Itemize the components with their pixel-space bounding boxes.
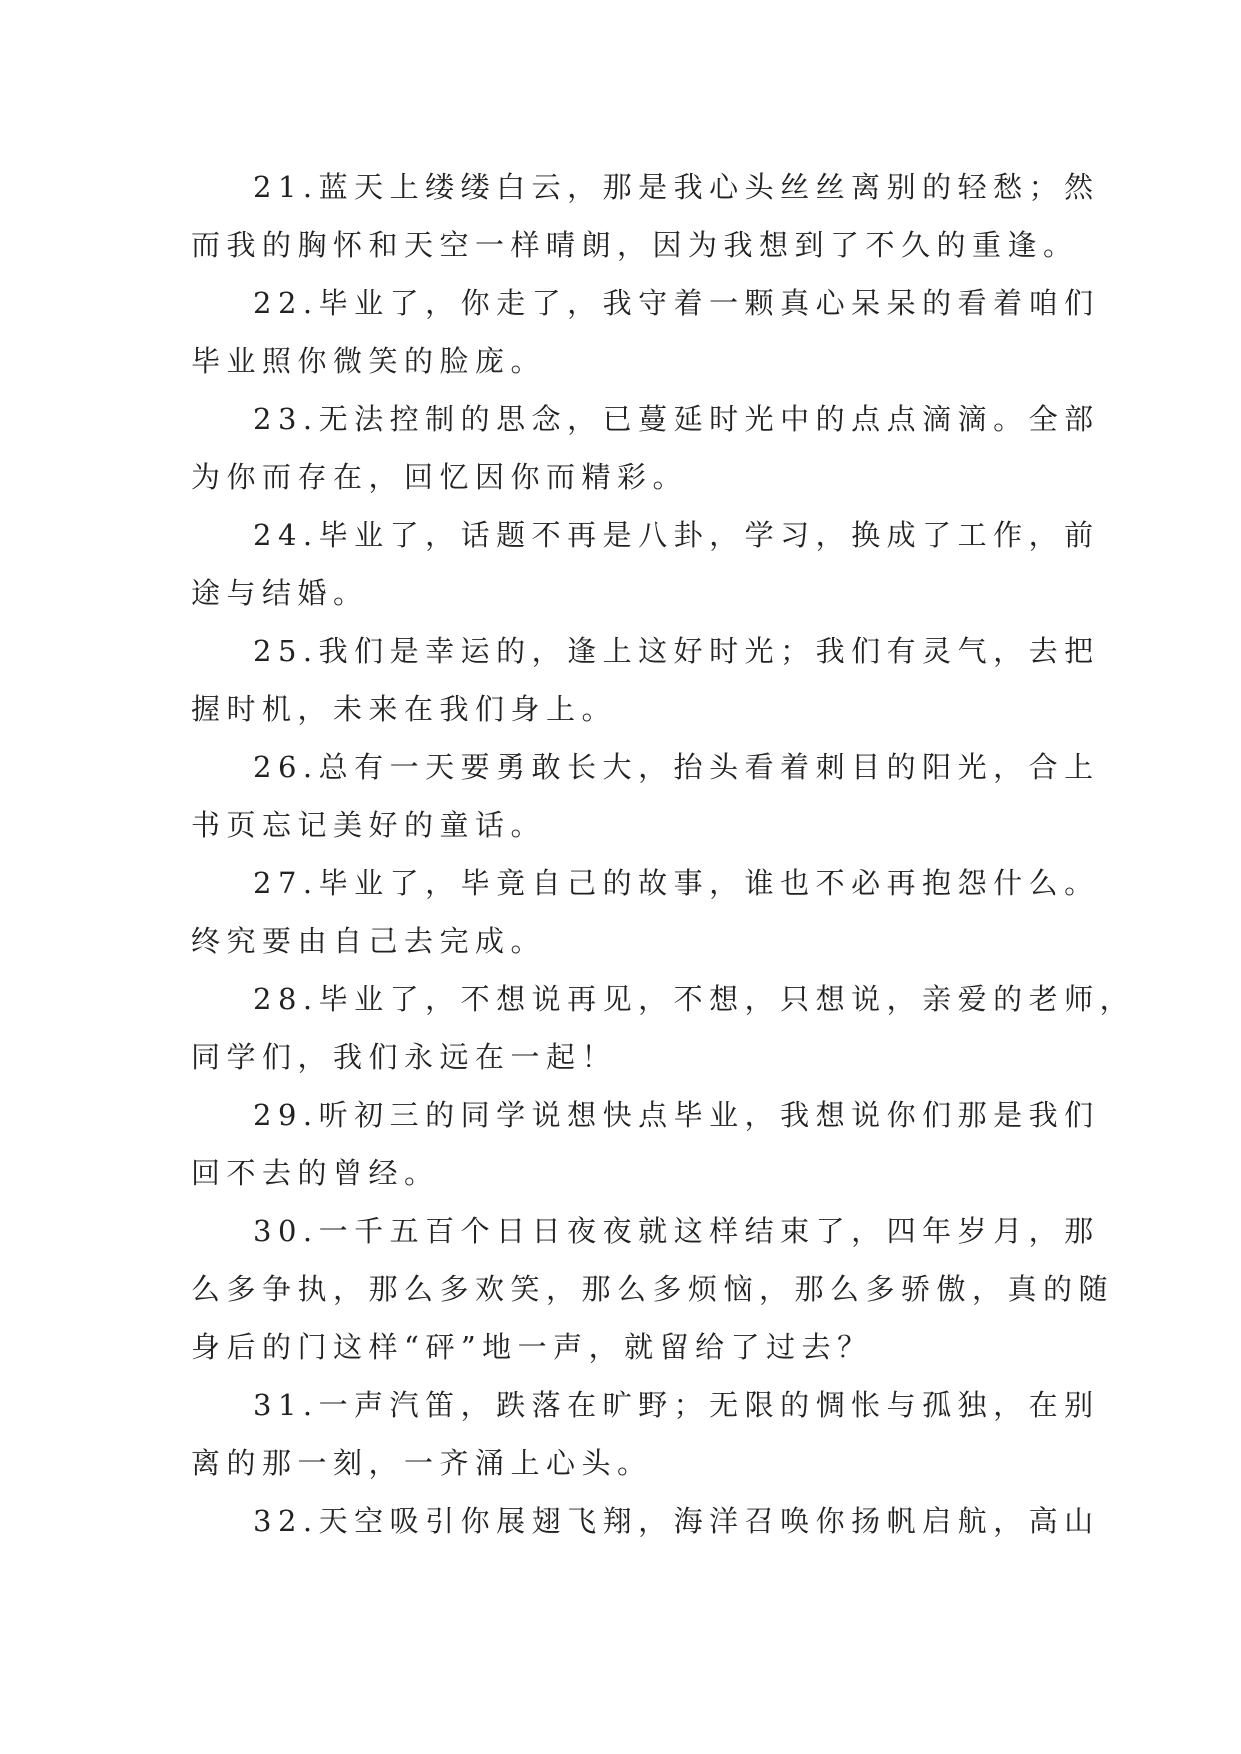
paragraph-line: 23.无法控制的思念，已蔓延时光中的点点滴滴。全部 — [253, 402, 1100, 436]
paragraph-28 — [191, 970, 1136, 1086]
paragraph-line: 离的那一刻，一齐涌上心头。 — [191, 1446, 653, 1480]
paragraph-line: 24.毕业了，话题不再是八卦，学习，换成了工作，前 — [253, 518, 1100, 552]
paragraph-line: 27.毕业了，毕竟自己的故事，谁也不必再抱怨什么。 — [253, 866, 1100, 900]
paragraph-31 — [191, 1376, 1100, 1492]
paragraph-line: 而我的胸怀和天空一样晴朗，因为我想到了不久的重逢。 — [191, 228, 1079, 262]
paragraph-23 — [191, 390, 1100, 506]
paragraph-26 — [191, 738, 1100, 854]
paragraph-line: 32.天空吸引你展翅飞翔，海洋召唤你扬帆启航，高山 — [253, 1504, 1100, 1538]
paragraph-line: 毕业照你微笑的脸庞。 — [191, 344, 547, 378]
paragraph-line: 26.总有一天要勇敢长大，抬头看着刺目的阳光，合上 — [253, 750, 1100, 784]
paragraph-line: 为你而存在，回忆因你而精彩。 — [191, 460, 689, 494]
paragraph-line: 终究要由自己去完成。 — [191, 924, 547, 958]
paragraph-22 — [191, 274, 1100, 390]
paragraph-line: 29.听初三的同学说想快点毕业，我想说你们那是我们 — [253, 1098, 1100, 1132]
document-body — [191, 158, 1136, 1550]
paragraph-29 — [191, 1086, 1100, 1202]
paragraph-line: 途与结婚。 — [191, 576, 369, 610]
paragraph-line: 回不去的曾经。 — [191, 1156, 440, 1190]
paragraph-line: 22.毕业了，你走了，我守着一颗真心呆呆的看着咱们 — [253, 286, 1100, 320]
paragraph-line: 25.我们是幸运的，逢上这好时光；我们有灵气，去把 — [253, 634, 1100, 668]
paragraph-line: 握时机，未来在我们身上。 — [191, 692, 618, 726]
paragraph-27 — [191, 854, 1100, 970]
paragraph-30 — [191, 1202, 1115, 1376]
paragraph-line: 身后的门这样“砰”地一声，就留给了过去？ — [191, 1330, 873, 1364]
paragraph-line: 同学们，我们永远在一起！ — [191, 1040, 618, 1074]
paragraph-line: 21.蓝天上缕缕白云，那是我心头丝丝离别的轻愁；然 — [253, 170, 1100, 204]
paragraph-32 — [191, 1492, 1100, 1550]
paragraph-line: 31.一声汽笛，跌落在旷野；无限的惆怅与孤独，在别 — [253, 1388, 1100, 1422]
paragraph-line: 28.毕业了，不想说再见，不想，只想说，亲爱的老师， — [253, 982, 1136, 1016]
paragraph-24 — [191, 506, 1100, 622]
paragraph-line: 30.一千五百个日日夜夜就这样结束了，四年岁月，那 — [253, 1214, 1100, 1248]
paragraph-25 — [191, 622, 1100, 738]
paragraph-21 — [191, 158, 1100, 274]
paragraph-line: 书页忘记美好的童话。 — [191, 808, 547, 842]
paragraph-line: 么多争执，那么多欢笑，那么多烦恼，那么多骄傲，真的随 — [191, 1272, 1115, 1306]
